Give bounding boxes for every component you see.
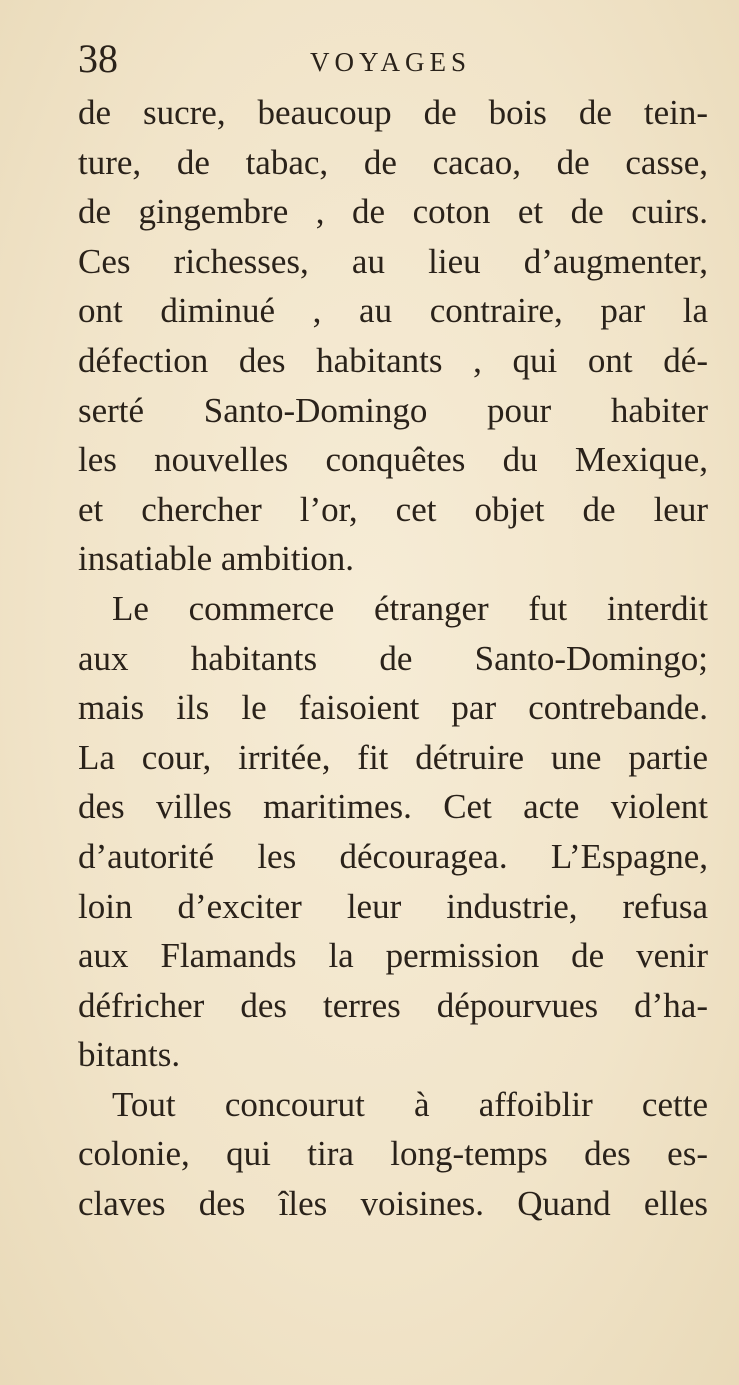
text-line: serté Santo-Domingo pour habiter [78,390,708,430]
text-line: ont diminué , au contraire, par la [78,291,708,331]
text-line: insatiable ambition. [78,539,355,579]
text-line: défricher des terres dépourvues d’ha- [78,985,708,1025]
page-number: 38 [78,36,118,81]
text-line: La cour, irritée, fit détruire une partie [78,737,708,777]
text-line: de gingembre , de coton et de cuirs. [78,192,708,232]
text-line: et chercher l’or, cet objet de leur [78,489,708,529]
text-line: Ces richesses, au lieu d’augmenter, [78,241,708,281]
paragraph-3 [78,1080,708,1229]
running-title: VOYAGES [310,47,472,77]
text-line: de sucre, beaucoup de bois de tein- [78,93,708,132]
text-line: aux Flamands la permission de venir [78,936,708,976]
text-line: claves des îles voisines. Quand elles [78,1184,708,1224]
body-text [78,88,708,1229]
text-line: d’autorité les découragea. L’Espagne, [78,836,708,876]
text-line: Tout concourut à affoiblir cette [112,1084,708,1124]
text-line: mais ils le faisoient par contrebande. [78,688,708,728]
text-line: colonie, qui tira long-temps des es- [78,1134,708,1174]
text-line: bitants. [78,1035,181,1075]
paragraph-2 [78,584,708,1080]
paragraph-1 [78,88,708,584]
text-line: Le commerce étranger fut interdit [112,588,708,628]
text-line: défection des habitants , qui ont dé- [78,340,708,380]
text-line: loin d’exciter leur industrie, refusa [78,886,708,926]
text-line: ture, de tabac, de cacao, de casse, [78,142,708,182]
text-line: des villes maritimes. Cet acte violent [78,787,708,827]
text-line: aux habitants de Santo-Domingo; [78,638,708,678]
text-line: les nouvelles conquêtes du Mexique, [78,440,708,480]
running-head [78,34,698,84]
